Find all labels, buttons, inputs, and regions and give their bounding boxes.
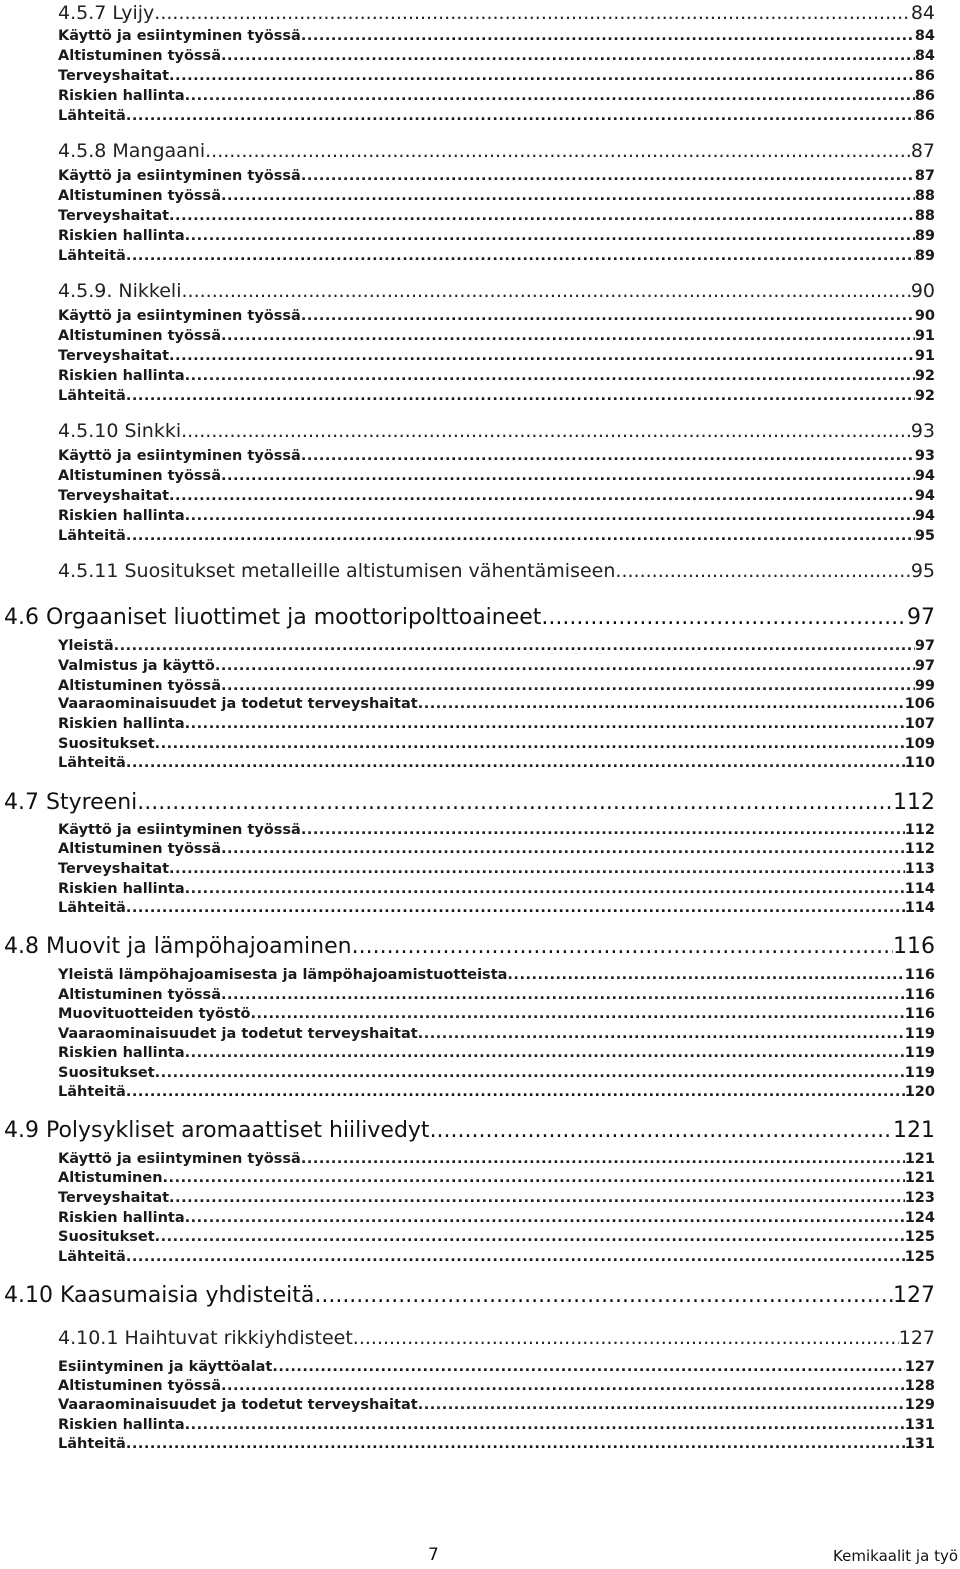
toc-entry[interactable] — [58, 166, 935, 186]
toc-dot-leader — [126, 753, 905, 773]
toc-entry-title: 4.5.7 Lyijy — [58, 2, 155, 24]
toc-dot-leader — [272, 1357, 904, 1377]
toc-entry-title: Käyttö ja esiintyminen työssä — [58, 168, 301, 184]
toc-entry-page: 128 — [904, 1378, 935, 1394]
toc-entry-title: Altistuminen työssä — [58, 48, 221, 64]
toc-entry-title: Yleistä lämpöhajoamisesta ja lämpöhajoamistuotteista — [58, 967, 508, 983]
toc-entry[interactable] — [58, 636, 935, 656]
toc-entry-title: Riskien hallinta — [58, 228, 185, 244]
toc-entry-page: 119 — [904, 1026, 935, 1042]
toc-entry-title: Terveyshaitat — [58, 68, 170, 84]
toc-entry[interactable] — [58, 226, 935, 246]
toc-entry-title: Terveyshaitat — [58, 1190, 170, 1206]
toc-entry[interactable] — [4, 1281, 935, 1311]
toc-entry-title: 4.6 Orgaaniset liuottimet ja moottoripolttoaineet — [4, 605, 542, 630]
toc-entry-title: Esiintyminen ja käyttöalat — [58, 1359, 273, 1375]
toc-entry-title: Riskien hallinta — [58, 716, 185, 732]
toc-entry-page: 92 — [914, 368, 935, 384]
toc-entry-page: 116 — [893, 934, 935, 959]
toc-entry-title: 4.5.10 Sinkki — [58, 420, 182, 442]
toc-dot-leader — [205, 138, 911, 164]
toc-dot-leader — [221, 1376, 905, 1396]
toc-entry[interactable] — [58, 753, 935, 773]
toc-entry-title: Käyttö ja esiintyminen työssä — [58, 822, 301, 838]
toc-entry-page: 86 — [914, 108, 935, 124]
toc-entry-page: 88 — [914, 188, 935, 204]
toc-entry-title: Altistuminen työssä — [58, 841, 221, 857]
toc-entry-title: Käyttö ja esiintyminen työssä — [58, 448, 301, 464]
toc-entry-page: 114 — [904, 900, 935, 916]
toc-entry[interactable] — [58, 86, 935, 106]
toc-entry-title: Riskien hallinta — [58, 1045, 185, 1061]
toc-entry[interactable] — [58, 1004, 935, 1024]
toc-dot-leader — [185, 1043, 905, 1063]
toc-entry[interactable] — [58, 820, 935, 840]
toc-entry[interactable] — [58, 0, 935, 26]
toc-entry-title: Lähteitä — [58, 528, 126, 544]
toc-entry-title: Riskien hallinta — [58, 508, 185, 524]
toc-entry-page: 120 — [904, 1084, 935, 1100]
toc-dot-leader — [185, 714, 905, 734]
toc-entry[interactable] — [58, 278, 935, 304]
toc-entry-title: Altistuminen työssä — [58, 1378, 221, 1394]
toc-entry-title: Lähteitä — [58, 1249, 126, 1265]
toc-entry-title: Riskien hallinta — [58, 881, 185, 897]
toc-dot-leader — [155, 734, 905, 754]
toc-entry-page: 91 — [914, 328, 935, 344]
toc-entry-page: 95 — [910, 560, 935, 582]
toc-entry-title: 4.10.1 Haihtuvat rikkiyhdisteet — [58, 1327, 353, 1349]
toc-dot-leader — [154, 0, 911, 26]
toc-entry[interactable] — [58, 326, 935, 346]
toc-dot-leader — [250, 1004, 904, 1024]
toc-entry[interactable] — [58, 1395, 935, 1415]
toc-dot-leader — [126, 1247, 905, 1267]
toc-entry[interactable] — [58, 694, 935, 714]
toc-entry-page: 113 — [904, 861, 935, 877]
toc-dot-leader — [137, 788, 893, 818]
toc-dot-leader — [181, 418, 911, 444]
toc-dot-leader — [418, 1395, 905, 1415]
toc-entry[interactable] — [58, 246, 935, 266]
toc-dot-leader — [126, 106, 915, 126]
toc-dot-leader — [185, 1415, 905, 1435]
toc-entry[interactable] — [58, 656, 935, 676]
toc-entry-title: Yleistä — [58, 638, 114, 654]
toc-dot-leader — [430, 1116, 893, 1146]
toc-entry[interactable] — [58, 1434, 935, 1454]
toc-entry-title: Lähteitä — [58, 108, 126, 124]
toc-entry-title: Lähteitä — [58, 388, 126, 404]
toc-dot-leader — [169, 859, 905, 879]
toc-entry-page: 125 — [904, 1229, 935, 1245]
toc-dot-leader — [301, 166, 915, 186]
toc-dot-leader — [301, 820, 905, 840]
toc-entry-page: 93 — [914, 448, 935, 464]
toc-entry-title: Suositukset — [58, 736, 155, 752]
toc-entry[interactable] — [58, 466, 935, 486]
toc-dot-leader — [169, 206, 915, 226]
toc-entry-page: 99 — [914, 678, 935, 694]
toc-entry-page: 91 — [914, 348, 935, 364]
toc-entry-title: Terveyshaitat — [58, 348, 170, 364]
toc-dot-leader — [126, 386, 915, 406]
toc-entry[interactable] — [58, 734, 935, 754]
toc-dot-leader — [221, 676, 915, 696]
toc-entry-page: 109 — [904, 736, 935, 752]
toc-entry-page: 84 — [914, 28, 935, 44]
toc-dot-leader — [114, 636, 915, 656]
toc-entry-page: 95 — [914, 528, 935, 544]
toc-entry-title: Riskien hallinta — [58, 368, 185, 384]
toc-dot-leader — [215, 656, 915, 676]
toc-entry[interactable] — [58, 206, 935, 226]
toc-entry-title: 4.8 Muovit ja lämpöhajoaminen — [4, 934, 352, 959]
toc-entry-page: 110 — [904, 755, 935, 771]
toc-entry-title: Vaaraominaisuudet ja todetut terveyshaitat — [58, 696, 418, 712]
toc-entry[interactable] — [58, 714, 935, 734]
toc-entry[interactable] — [58, 386, 935, 406]
toc-entry-title: Riskien hallinta — [58, 1417, 185, 1433]
toc-entry-page: 112 — [893, 790, 935, 815]
toc-entry-page: 116 — [904, 1006, 935, 1022]
toc-dot-leader — [126, 1082, 905, 1102]
toc-dot-leader — [541, 603, 907, 633]
toc-entry-page: 116 — [904, 967, 935, 983]
toc-entry-page: 125 — [904, 1249, 935, 1265]
toc-dot-leader — [169, 486, 915, 506]
toc-entry-title: 4.9 Polysykliset aromaattiset hiilivedyt — [4, 1118, 430, 1143]
toc-entry-page: 127 — [893, 1283, 935, 1308]
toc-entry-page: 94 — [914, 468, 935, 484]
toc-entry-page: 94 — [914, 508, 935, 524]
toc-entry-title: Lähteitä — [58, 1084, 126, 1100]
toc-dot-leader — [221, 466, 915, 486]
toc-entry[interactable] — [58, 1168, 935, 1188]
toc-entry[interactable] — [4, 603, 935, 633]
toc-entry[interactable] — [58, 1415, 935, 1435]
toc-entry-page: 87 — [914, 168, 935, 184]
toc-dot-leader — [221, 46, 915, 66]
toc-entry-page: 84 — [914, 48, 935, 64]
toc-entry[interactable] — [58, 66, 935, 86]
toc-entry-page: 127 — [898, 1327, 935, 1349]
toc-dot-leader — [126, 898, 905, 918]
toc-entry-page: 90 — [910, 280, 935, 302]
toc-entry-title: Terveyshaitat — [58, 861, 170, 877]
toc-dot-leader — [185, 226, 915, 246]
toc-entry[interactable] — [58, 1208, 935, 1228]
toc-entry[interactable] — [58, 106, 935, 126]
toc-dot-leader — [182, 278, 911, 304]
toc-entry[interactable] — [58, 46, 935, 66]
toc-entry-title: Riskien hallinta — [58, 88, 185, 104]
toc-entry[interactable] — [58, 1024, 935, 1044]
toc-dot-leader — [507, 965, 904, 985]
toc-entry-title: Käyttö ja esiintyminen työssä — [58, 28, 301, 44]
toc-dot-leader — [155, 1063, 905, 1083]
toc-entry-page: 97 — [914, 638, 935, 654]
toc-dot-leader — [418, 694, 905, 714]
toc-entry[interactable] — [58, 346, 935, 366]
toc-dot-leader — [221, 326, 915, 346]
toc-entry-page: 89 — [914, 248, 935, 264]
toc-entry-page: 131 — [904, 1417, 935, 1433]
toc-entry-title: Altistuminen — [58, 1170, 163, 1186]
toc-entry-title: Altistuminen työssä — [58, 678, 221, 694]
toc-entry-page: 86 — [914, 88, 935, 104]
toc-dot-leader — [615, 558, 910, 584]
toc-entry[interactable] — [58, 1149, 935, 1169]
toc-dot-leader — [418, 1024, 905, 1044]
toc-entry[interactable] — [58, 558, 935, 584]
toc-entry[interactable] — [58, 306, 935, 326]
toc-entry[interactable] — [4, 788, 935, 818]
toc-entry-title: Käyttö ja esiintyminen työssä — [58, 308, 301, 324]
toc-entry-title: Valmistus ja käyttö — [58, 658, 215, 674]
toc-entry-page: 119 — [904, 1045, 935, 1061]
toc-entry-title: Lähteitä — [58, 900, 126, 916]
toc-entry-title: Suositukset — [58, 1229, 155, 1245]
toc-entry-page: 90 — [914, 308, 935, 324]
toc-entry[interactable] — [58, 1188, 935, 1208]
toc-dot-leader — [155, 1227, 905, 1247]
toc-dot-leader — [221, 839, 905, 859]
toc-entry-page: 121 — [904, 1170, 935, 1186]
toc-entry-page: 121 — [904, 1151, 935, 1167]
toc-entry-page: 97 — [914, 658, 935, 674]
toc-dot-leader — [301, 306, 915, 326]
toc-entry-title: Muovituotteiden työstö — [58, 1006, 251, 1022]
toc-entry[interactable] — [58, 1082, 935, 1102]
toc-entry-title: 4.5.8 Mangaani — [58, 140, 206, 162]
toc-entry[interactable] — [58, 1247, 935, 1267]
toc-entry-title: Käyttö ja esiintyminen työssä — [58, 1151, 301, 1167]
toc-entry-page: 87 — [910, 140, 935, 162]
toc-dot-leader — [221, 186, 915, 206]
toc-entry-title: Altistuminen työssä — [58, 987, 221, 1003]
toc-dot-leader — [163, 1168, 905, 1188]
toc-entry-title: Vaaraominaisuudet ja todetut terveyshaitat — [58, 1026, 418, 1042]
toc-entry-page: 94 — [914, 488, 935, 504]
toc-dot-leader — [185, 506, 915, 526]
toc-entry-title: Altistuminen työssä — [58, 328, 221, 344]
toc-entry-page: 106 — [904, 696, 935, 712]
toc-dot-leader — [352, 932, 893, 962]
toc-entry-page: 131 — [904, 1436, 935, 1452]
toc-entry-page: 97 — [907, 605, 935, 630]
toc-entry[interactable] — [58, 526, 935, 546]
toc-entry-page: 114 — [904, 881, 935, 897]
toc-entry-page: 124 — [904, 1210, 935, 1226]
toc-dot-leader — [169, 1188, 905, 1208]
toc-entry-page: 84 — [910, 2, 935, 24]
toc-entry[interactable] — [58, 1357, 935, 1377]
toc-dot-leader — [314, 1281, 893, 1311]
toc-entry[interactable] — [58, 1325, 935, 1351]
toc-entry[interactable] — [58, 898, 935, 918]
toc-entry-page: 86 — [914, 68, 935, 84]
page-number: 7 — [428, 1545, 439, 1565]
toc-entry-page: 112 — [904, 822, 935, 838]
toc-entry[interactable] — [58, 1227, 935, 1247]
toc-entry-title: Lähteitä — [58, 1436, 126, 1452]
toc-entry[interactable] — [58, 1043, 935, 1063]
footer-brand: Kemikaalit ja työ — [833, 1547, 958, 1565]
toc-entry-page: 93 — [910, 420, 935, 442]
toc-entry-title: Riskien hallinta — [58, 1210, 185, 1226]
toc-dot-leader — [126, 1434, 905, 1454]
toc-entry-page: 121 — [893, 1118, 935, 1143]
toc-entry-title: Terveyshaitat — [58, 208, 170, 224]
toc-dot-leader — [126, 246, 915, 266]
toc-entry-title: 4.10 Kaasumaisia yhdisteitä — [4, 1283, 315, 1308]
toc-entry[interactable] — [58, 506, 935, 526]
toc-entry[interactable] — [58, 839, 935, 859]
toc-entry[interactable] — [58, 965, 935, 985]
toc-entry-title: 4.5.11 Suositukset metalleille altistumisen vähentämiseen — [58, 560, 616, 582]
toc-entry[interactable] — [4, 932, 935, 962]
toc-entry[interactable] — [58, 26, 935, 46]
toc-dot-leader — [301, 26, 915, 46]
toc-entry-page: 112 — [904, 841, 935, 857]
toc-entry[interactable] — [58, 859, 935, 879]
toc-entry-page: 119 — [904, 1065, 935, 1081]
toc-dot-leader — [221, 985, 905, 1005]
toc-entry-title: Vaaraominaisuudet ja todetut terveyshaitat — [58, 1397, 418, 1413]
toc-entry-page: 107 — [904, 716, 935, 732]
toc-entry[interactable] — [58, 1063, 935, 1083]
toc-entry-page: 123 — [904, 1190, 935, 1206]
toc-entry-title: 4.7 Styreeni — [4, 790, 138, 815]
toc-dot-leader — [185, 86, 915, 106]
toc-dot-leader — [169, 346, 915, 366]
toc-entry-title: Altistuminen työssä — [58, 468, 221, 484]
toc-entry-page: 129 — [904, 1397, 935, 1413]
toc-entry[interactable] — [4, 1116, 935, 1146]
toc-dot-leader — [185, 879, 905, 899]
toc-entry-title: Suositukset — [58, 1065, 155, 1081]
toc-entry-title: Terveyshaitat — [58, 488, 170, 504]
toc-entry-page: 92 — [914, 388, 935, 404]
toc-entry[interactable] — [58, 486, 935, 506]
toc-dot-leader — [169, 66, 915, 86]
toc-entry[interactable] — [58, 186, 935, 206]
toc-entry-page: 127 — [904, 1359, 935, 1375]
toc-dot-leader — [301, 1149, 905, 1169]
toc-entry[interactable] — [58, 676, 935, 696]
toc-entry-page: 116 — [904, 987, 935, 1003]
toc-dot-leader — [301, 446, 915, 466]
toc-entry-page: 88 — [914, 208, 935, 224]
toc-entry-page: 89 — [914, 228, 935, 244]
toc-entry[interactable] — [58, 366, 935, 386]
toc-entry-title: 4.5.9. Nikkeli — [58, 280, 182, 302]
toc-dot-leader — [353, 1325, 899, 1351]
toc-dot-leader — [185, 1208, 905, 1228]
toc-entry[interactable] — [58, 985, 935, 1005]
toc-dot-leader — [126, 526, 915, 546]
toc-entry[interactable] — [58, 138, 935, 164]
toc-entry-title: Altistuminen työssä — [58, 188, 221, 204]
toc-entry[interactable] — [58, 879, 935, 899]
toc-dot-leader — [185, 366, 915, 386]
toc-entry-title: Lähteitä — [58, 248, 126, 264]
toc-entry[interactable] — [58, 418, 935, 444]
toc-entry-title: Lähteitä — [58, 755, 126, 771]
toc-entry[interactable] — [58, 1376, 935, 1396]
toc-entry[interactable] — [58, 446, 935, 466]
